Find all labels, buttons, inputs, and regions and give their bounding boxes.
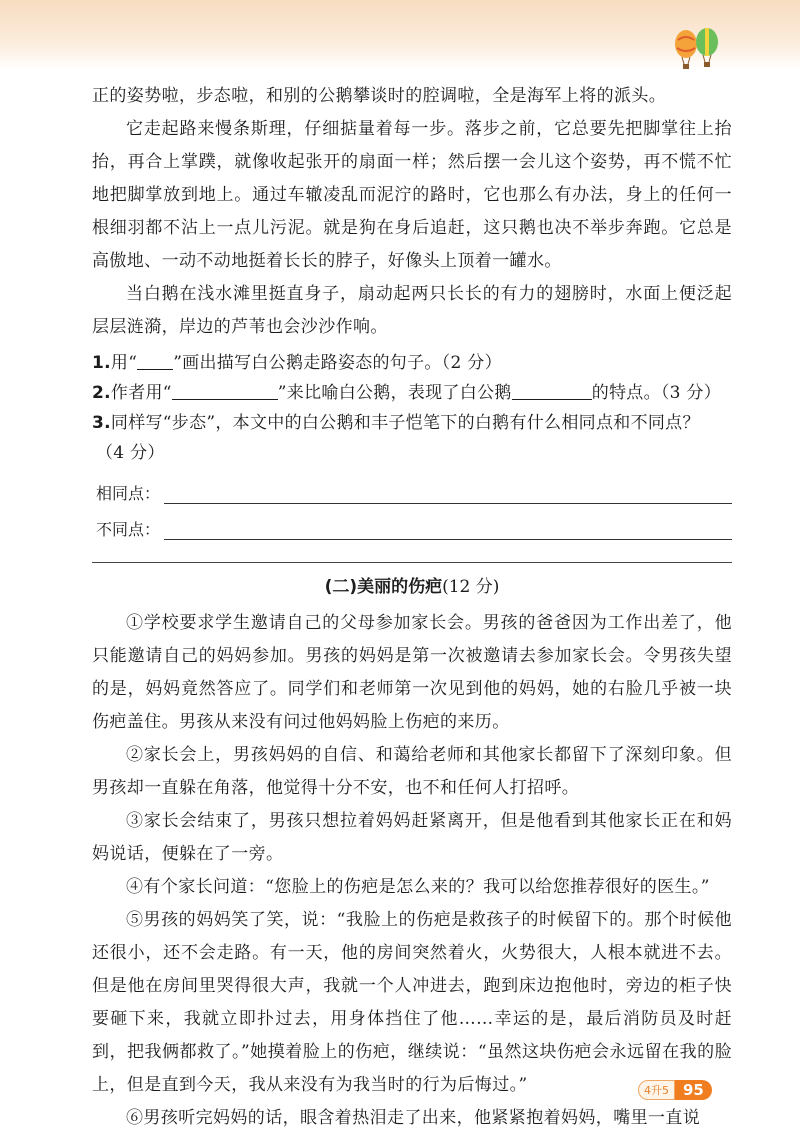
grade-label: 4升5	[638, 1080, 675, 1100]
section-divider	[92, 562, 732, 563]
page-content	[92, 80, 732, 1135]
section2-title: (二)美丽的伤疤(12 分)	[324, 577, 500, 597]
section2-paragraph: ⑤男孩的妈妈笑了笑，说：“我脸上的伤疤是救孩子的时候留下的。那个时候他还很小，还不会走路。有一天，他的房间突然着火，火势很大，人根本就进不去。但是他在房间里哭得很大声，我就一个人冲进去，跑到床边抱他时，旁边的柜子快要砸下来，我就立即扑过去，用身体挡住了他……幸运的是，最后消防员及时赶到，把我俩都救了。”她摸着脸上的伤疤，继续说：“虽然这块伤疤会永远留在我的脸上，但是直到今天，我从来没有为我当时的行为后悔过。”	[92, 910, 732, 1095]
section2-paragraph: ③家长会结束了，男孩只想拉着妈妈赶紧离开，但是他看到其他家长正在和妈妈说话，便躲在了一旁。	[92, 811, 732, 864]
question-number: 3.	[92, 413, 111, 433]
question-1: 1.用“ ”画出描写白公鹅走路姿态的句子。（2 分）	[92, 353, 502, 373]
page-number: 95	[675, 1080, 712, 1100]
section2-paragraph: ①学校要求学生邀请自己的父母参加家长会。男孩的爸爸因为工作出差了，他只能邀请自己的妈妈参加。男孩的妈妈是第一次被邀请去参加家长会。令男孩失望的是，妈妈竟然答应了。同学们和老师第一次见到他的妈妈，她的右脸几乎被一块伤疤盖住。男孩从来没有问过他妈妈脸上伤疤的来历。	[92, 613, 732, 732]
question-number: 2.	[92, 383, 111, 403]
same-points-label: 相同点：	[96, 484, 161, 503]
answer-blank[interactable]	[512, 381, 592, 400]
passage1-paragraph: 它走起路来慢条斯理，仔细掂量着每一步。落步之前，它总要先把脚掌往上抬抬，再合上掌蹼，就像收起张开的扇面一样；然后摆一会儿这个姿势，再不慌不忙地把脚掌放到地上。通过车辙凌乱而泥泞的路时，它也那么有办法，身上的任何一根细羽都不沾上一点儿污泥。就是狗在身后追赶，这只鹅也决不举步奔跑。它总是高傲地、一动不动地挺着长长的脖子，好像头上顶着一罐水。	[92, 119, 732, 271]
diff-points-label: 不同点：	[96, 520, 161, 539]
same-points-answer-line[interactable]	[164, 481, 732, 504]
diff-points-answer-line[interactable]	[164, 517, 732, 540]
hot-air-balloons-icon	[672, 24, 722, 80]
page-badge	[638, 1079, 712, 1101]
passage1-paragraph: 正的姿势啦，步态啦，和别的公鹅攀谈时的腔调啦，全是海军上将的派头。	[92, 86, 667, 106]
section2-paragraph: ②家长会上，男孩妈妈的自信、和蔼给老师和其他家长都留下了深刻印象。但男孩却一直躲在角落，他觉得十分不安，也不和任何人打招呼。	[92, 745, 732, 798]
question-2: 2.作者用“ ”来比喻白公鹅，表现了白公鹅 的特点。（3 分）	[92, 383, 722, 403]
question-3-score: （4 分）	[96, 443, 165, 463]
question-3: 3.同样写“步态”，本文中的白公鹅和丰子恺笔下的白鹅有什么相同点和不同点？	[92, 413, 700, 433]
section2-paragraph: ④有个家长问道：“您脸上的伤疤是怎么来的？我可以给您推荐很好的医生。”	[126, 877, 710, 897]
same-points-row	[92, 468, 732, 504]
section2-paragraph: ⑥男孩听完妈妈的话，眼含着热泪走了出来，他紧紧抱着妈妈，嘴里一直说	[126, 1108, 701, 1128]
underline-blank[interactable]	[137, 351, 173, 370]
diff-points-row	[92, 504, 732, 540]
question-number: 1.	[92, 353, 111, 373]
answer-blank[interactable]	[172, 381, 278, 400]
passage1-paragraph: 当白鹅在浅水滩里挺直身子，扇动起两只长长的有力的翅膀时，水面上便泛起层层涟漪，岸边的芦苇也会沙沙作响。	[92, 284, 732, 337]
